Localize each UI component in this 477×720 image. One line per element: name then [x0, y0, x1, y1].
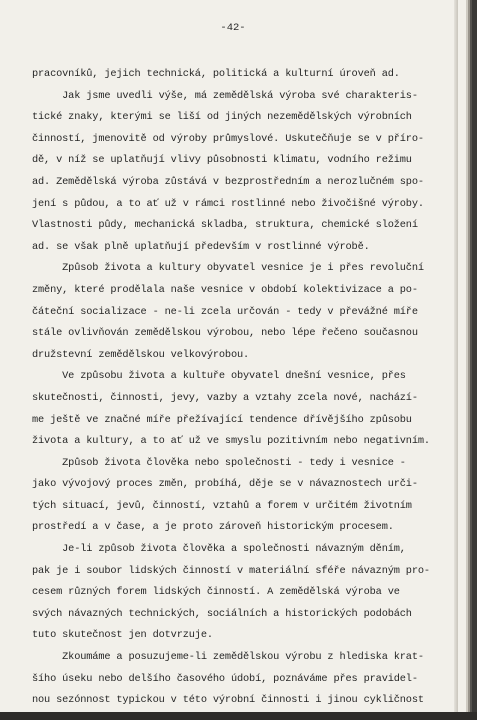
text-line: družstevní zemědělskou velkovýrobou. — [32, 348, 250, 361]
paragraph — [32, 64, 442, 86]
text-line: Způsob života a kultury obyvatel vesnice je i přes revoluční — [32, 262, 424, 275]
text-line: prostředí a v čase, a je proto zároveň historickým procesem. — [32, 521, 394, 534]
text-line: Ve způsobu života a kultuře obyvatel dnešní vesnice, přes — [32, 370, 406, 383]
text-line: ad. se však plně uplatňují především v rostlinné výrobě. — [32, 240, 370, 253]
text-line: Zkoumáme a posuzujeme-li zemědělskou výrobu z hlediska krat- — [32, 651, 424, 664]
text-line: skutečnosti, činnosti, jevy, vazby a vztahy zcela nové, nachází- — [32, 391, 418, 404]
paragraph — [32, 539, 442, 647]
text-line: ad. Zemědělská výroba zůstává v bezprostředním a nerozlučném spo- — [32, 175, 424, 188]
text-line: tické znaky, kterými se liší od jiných nezemědělských výrobních — [32, 111, 412, 124]
text-line: změny, které prodělala naše vesnice v období kolektivizace a po- — [32, 283, 418, 296]
text-line: me ještě ve značné míře přežívající tendence dřívějšího způsobu — [32, 413, 412, 426]
paragraph — [32, 366, 442, 452]
text-line: Je-li způsob života člověka a společnosti návazným děním, — [32, 543, 406, 556]
text-line: svých návazných technických, sociálních a historických podobách — [32, 607, 412, 620]
text-line: stále ovlivňován zemědělskou výrobou, nebo lépe řečeno současnou — [32, 327, 418, 340]
paragraph — [32, 647, 442, 712]
text-line: cesem různých forem lidských činností. A zemědělská výroba ve — [32, 586, 400, 599]
text-line: jako vývojový proces změn, probíhá, děje se v návaznostech urči- — [32, 478, 418, 491]
text-line: činností, jmenovitě od výroby průmyslové. Uskutečňuje se v příro- — [32, 132, 424, 145]
text-line: čáteční socializace - ne-li zcela určován - tedy v převážné míře — [32, 305, 418, 318]
text-line: Způsob života člověka nebo společnosti - tedy i vesnice - — [32, 456, 406, 469]
text-line: tuto skutečnost jen dotvrzuje. — [32, 629, 213, 642]
text-line: dě, v níž se uplatňují vlivy působnosti klimatu, vodního režimu — [32, 154, 412, 167]
text-line: šího úseku nebo delšího časového údobí, poznáváme přes pravidel- — [32, 672, 418, 685]
scanner-background — [0, 712, 477, 720]
body-text — [32, 64, 442, 712]
text-line: pracovníků, jejich technická, politická a kulturní úroveň ad. — [32, 68, 400, 80]
text-line: života a kultury, a to ať už ve smyslu pozitivním nebo negativním. — [32, 435, 430, 448]
page-edge — [454, 0, 458, 712]
text-line: jení s půdou, a to ať už v rámci rostlinné nebo živočišné výroby. — [32, 197, 424, 210]
text-line: Vlastnosti půdy, mechanická skladba, struktura, chemické složení — [32, 219, 418, 232]
page-number: -42- — [220, 22, 246, 34]
text-line: nou sezónnost typickou v této výrobní činnosti i jinou cykličnost — [32, 694, 424, 707]
text-line: Jak jsme uvedli výše, má zemědělská výroba své charakteris- — [32, 89, 418, 102]
text-line: tých situací, jevů, činností, vztahů a forem v určitém životním — [32, 499, 412, 512]
paragraph — [32, 86, 442, 259]
paragraph — [32, 453, 442, 539]
text-line: pak je i soubor lidských činností v materiální sféře návazným pro- — [32, 564, 430, 577]
paragraph — [32, 258, 442, 366]
